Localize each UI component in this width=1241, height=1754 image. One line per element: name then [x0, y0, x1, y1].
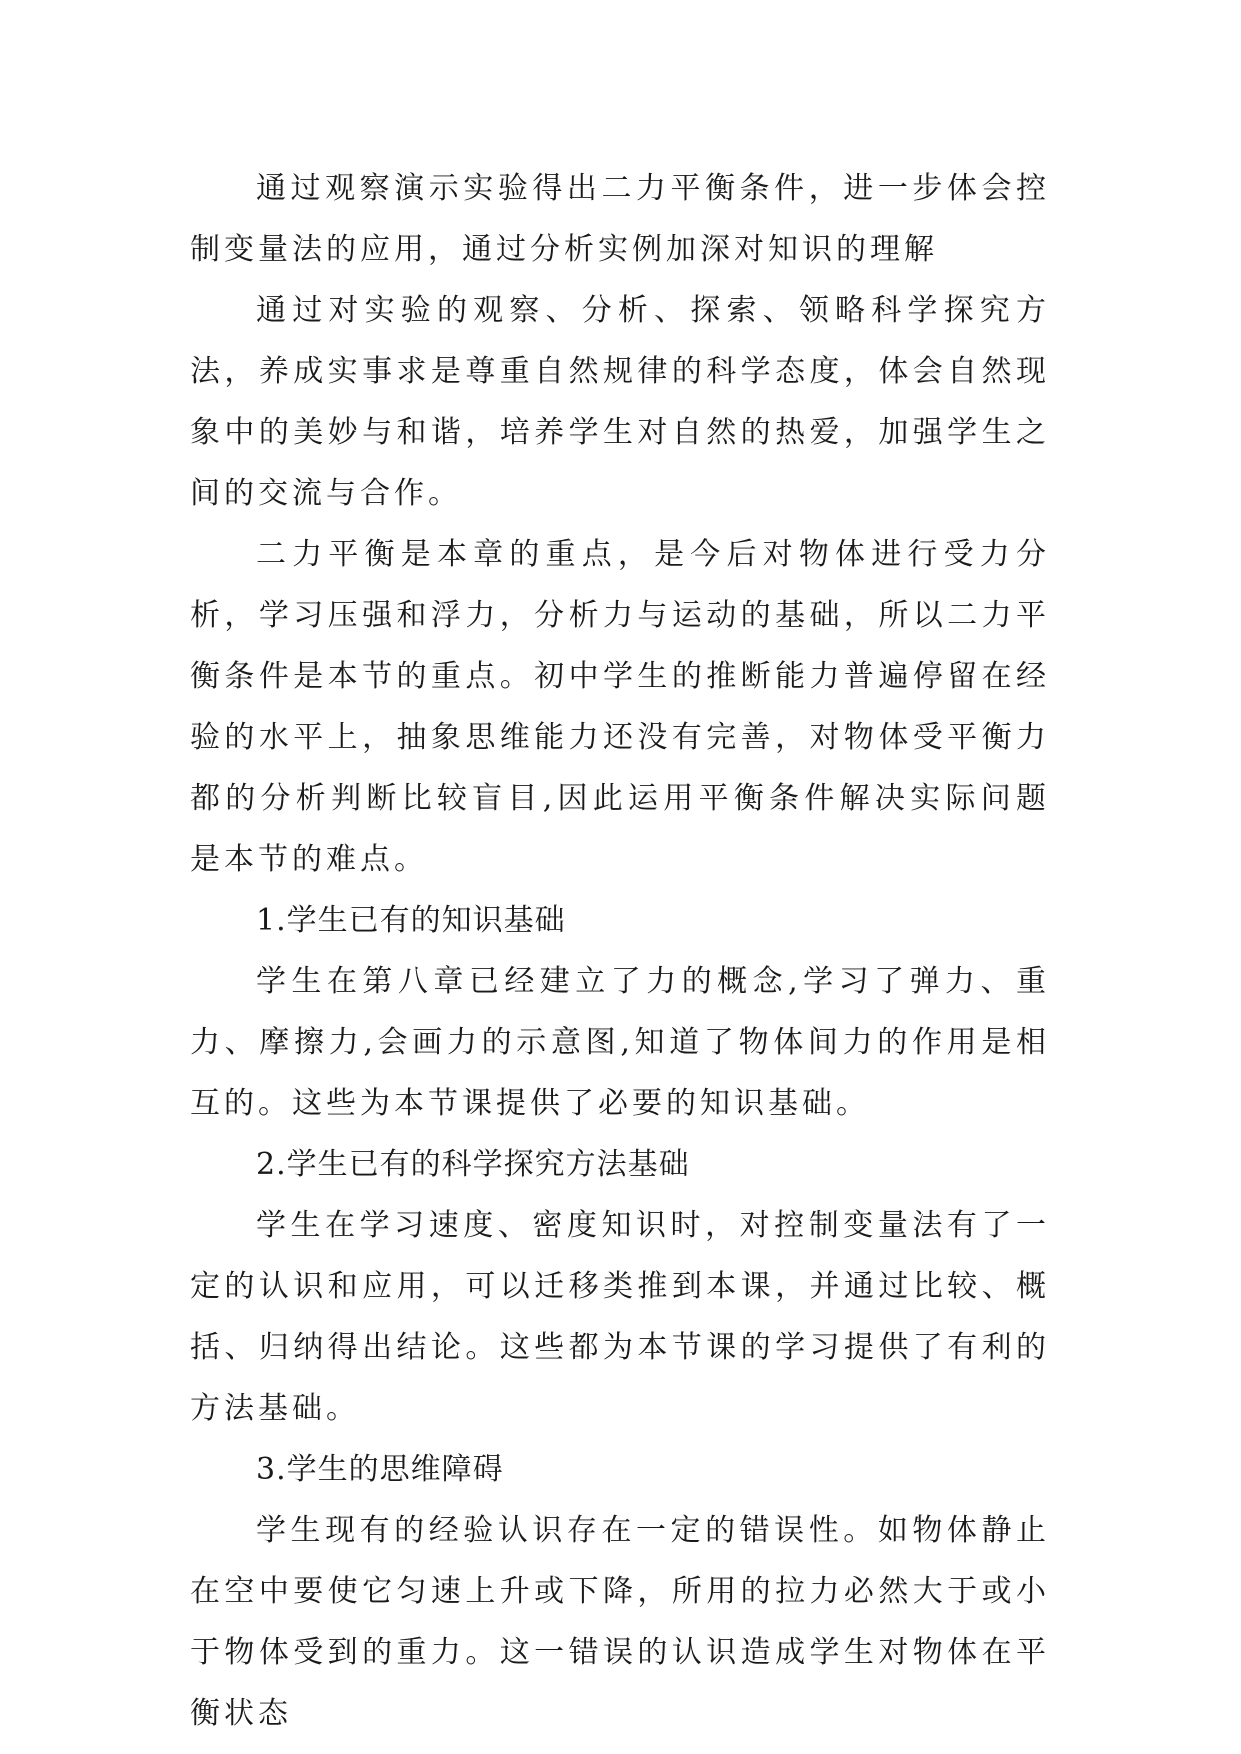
paragraph-objectives-attitude: 通过对实验的观察、分析、探索、领略科学探究方法，养成实事求是尊重自然规律的科学态度，体会自然现象中的美妙与和谐，培养学生对自然的热爱，加强学生之间的交流与合作。 — [190, 293, 1050, 511]
paragraph-objectives-knowledge: 通过观察演示实验得出二力平衡条件，进一步体会控制变量法的应用，通过分析实例加深对知识的理解 — [190, 171, 1050, 267]
section-heading-method-base: 2.学生已有的科学探究方法基础 — [256, 1147, 690, 1182]
paragraph-knowledge-base: 学生在第八章已经建立了力的概念,学习了弹力、重力、摩擦力,会画力的示意图,知道了物体间力的作用是相互的。这些为本节课提供了必要的知识基础。 — [190, 964, 1050, 1121]
paragraph-method-base: 学生在学习速度、密度知识时，对控制变量法有了一定的认识和应用，可以迁移类推到本课，并通过比较、概括、归纳得出结论。这些都为本节课的学习提供了有利的方法基础。 — [190, 1208, 1050, 1426]
document-body — [190, 158, 1050, 1744]
paragraph-key-points: 二力平衡是本章的重点，是今后对物体进行受力分析，学习压强和浮力，分析力与运动的基础，所以二力平衡条件是本节的重点。初中学生的推断能力普遍停留在经验的水平上，抽象思维能力还没有完善，对物体受平衡力都的分析判断比较盲目,因此运用平衡条件解决实际问题是本节的难点。 — [190, 537, 1050, 877]
section-heading-thinking-obstacles: 3.学生的思维障碍 — [256, 1452, 504, 1487]
section-heading-knowledge-base: 1.学生已有的知识基础 — [256, 903, 566, 938]
paragraph-thinking-obstacles: 学生现有的经验认识存在一定的错误性。如物体静止在空中要使它匀速上升或下降，所用的拉力必然大于或小于物体受到的重力。这一错误的认识造成学生对物体在平衡状态 — [190, 1513, 1050, 1731]
